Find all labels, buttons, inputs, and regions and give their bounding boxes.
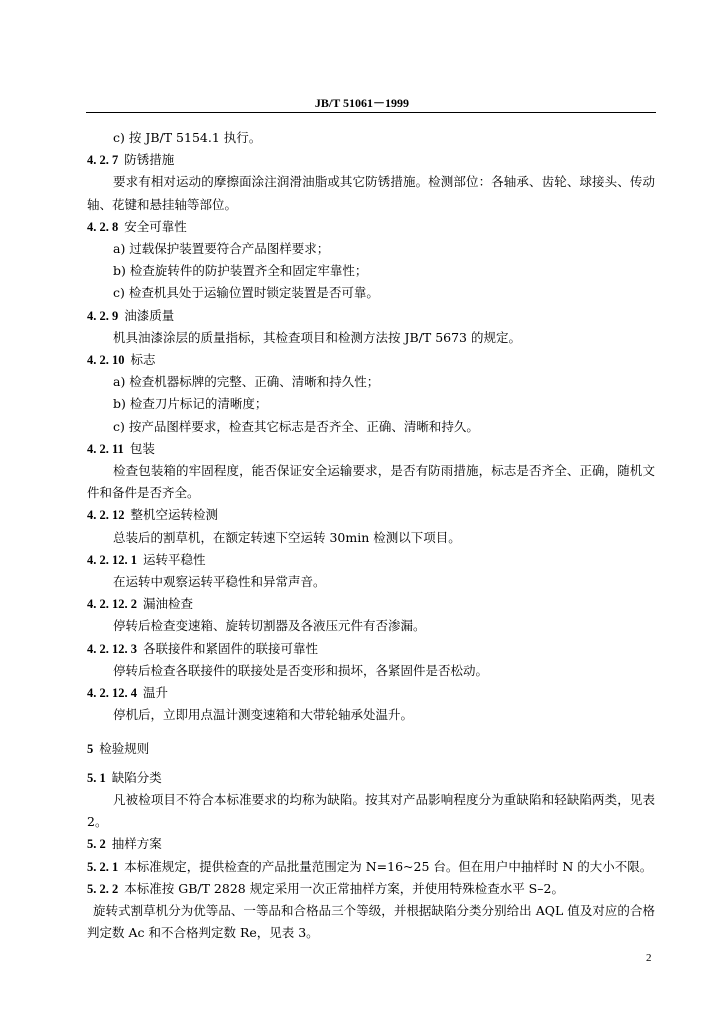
paragraph: 机具油漆涂层的质量指标，其检查项目和检测方法按 JB/T 5673 的规定。 [113, 329, 521, 345]
clause-title: 温升 [143, 685, 169, 701]
paragraph: 停转后检查各联接件的联接处是否变形和损坏，各紧固件是否松动。 [113, 662, 489, 678]
header-rule [86, 112, 656, 113]
document-header: JB/T 51061－1999 [314, 96, 410, 110]
clause-title: 油漆质量 [124, 307, 175, 323]
paragraph: 在运转中观察运转平稳性和异常声音。 [113, 574, 326, 590]
clause-title: 整机空运转检测 [130, 507, 219, 523]
clause-number: 4. 2. 12. 1 [87, 552, 137, 567]
clause-title: 检验规则 [99, 741, 150, 757]
paragraph: 停转后检查变速箱、旋转切割器及各液压元件有否渗漏。 [113, 618, 426, 634]
section-gap [87, 726, 655, 732]
paragraph: 要求有相对运动的摩擦面涂注润滑油脂或其它防锈措施。检测部位：各轴承、齿轮、球接头、传动轴、花键和悬挂轴等部位。 [87, 174, 655, 212]
clause-title: 运转平稳性 [143, 551, 206, 567]
clause-heading [87, 856, 655, 878]
clause-heading [87, 438, 655, 460]
clause-heading [87, 305, 655, 327]
clause-heading [87, 638, 655, 660]
clause-number: 4. 2. 12 [87, 508, 125, 523]
list-item: c) 按 JB/T 5154.1 执行。 [113, 130, 262, 145]
clause-title: 各联接件和紧固件的联接可靠性 [143, 640, 319, 656]
clause-heading [87, 349, 655, 371]
list-item: a) 检查机器标牌的完整、正确、清晰和持久性； [113, 374, 380, 390]
clause-number: 4. 2. 12. 2 [87, 597, 137, 612]
paragraph: 检查包装箱的牢固程度，能否保证安全运输要求，是否有防雨措施，标志是否齐全、正确，随机文件和备件是否齐全。 [87, 463, 655, 501]
document-body [87, 127, 655, 944]
list-item: a) 过载保护装置要符合产品图样要求； [113, 241, 330, 257]
clause-number: 5 [87, 742, 94, 757]
page-number: 2 [646, 952, 652, 964]
paragraph: 停机后，立即用点温计测变速箱和大带轮轴承处温升。 [113, 707, 414, 723]
list-item: c) 按产品图样要求，检查其它标志是否齐全、正确、清晰和持久。 [113, 418, 479, 434]
paragraph: 旋转式割草机分为优等品、一等品和合格品三个等级，并根据缺陷分类分别给出 AQL 值及对应的合格判定数 Ac 和不合格判定数 Re，见表 3。 [87, 902, 655, 941]
clause-title: 漏油检查 [143, 596, 194, 612]
clause-title: 本标准按 GB/T 2828 规定采用一次正常抽样方案，并使用特殊检查水平 S–2。 [124, 880, 564, 896]
clause-heading [87, 878, 655, 900]
clause-heading [87, 833, 655, 855]
clause-heading [87, 504, 655, 526]
clause-number: 5. 2. 1 [87, 859, 119, 874]
list-item: b) 检查刀片标记的清晰度； [113, 396, 268, 412]
clause-number: 5. 1 [87, 770, 106, 785]
section-heading [87, 738, 655, 760]
paragraph: 凡被检项目不符合本标准要求的均称为缺陷。按其对产品影响程度分为重缺陷和轻缺陷两类，见表 2。 [87, 791, 655, 830]
clause-heading [87, 682, 655, 704]
clause-number: 4. 2. 12. 3 [87, 641, 137, 656]
clause-title: 包装 [129, 440, 155, 456]
clause-number: 4. 2. 11 [87, 441, 124, 456]
clause-number: 4. 2. 9 [87, 308, 119, 323]
clause-title: 抽样方案 [111, 836, 162, 852]
clause-heading [87, 149, 655, 171]
clause-number: 5. 2 [87, 837, 106, 852]
clause-number: 5. 2. 2 [87, 881, 119, 896]
clause-number: 4. 2. 12. 4 [87, 686, 137, 701]
clause-number: 4. 2. 8 [87, 219, 119, 234]
clause-heading [87, 549, 655, 571]
paragraph: 总装后的割草机，在额定转速下空运转 30min 检测以下项目。 [113, 529, 461, 545]
clause-heading [87, 593, 655, 615]
clause-title: 标志 [130, 352, 156, 368]
clause-heading [87, 767, 655, 789]
clause-title: 防锈措施 [124, 152, 175, 168]
list-item: c) 检查机具处于运输位置时锁定装置是否可靠。 [113, 285, 379, 301]
clause-title: 缺陷分类 [111, 769, 162, 785]
clause-number: 4. 2. 7 [87, 153, 119, 168]
clause-heading [87, 216, 655, 238]
clause-number: 4. 2. 10 [87, 353, 125, 368]
clause-title: 安全可靠性 [124, 218, 187, 234]
list-item: b) 检查旋转件的防护装置齐全和固定牢靠性； [113, 263, 368, 279]
clause-title: 本标准规定，提供检查的产品批量范围定为 N=16~25 台。但在用户中抽样时 N 的大小不限。 [124, 858, 653, 874]
